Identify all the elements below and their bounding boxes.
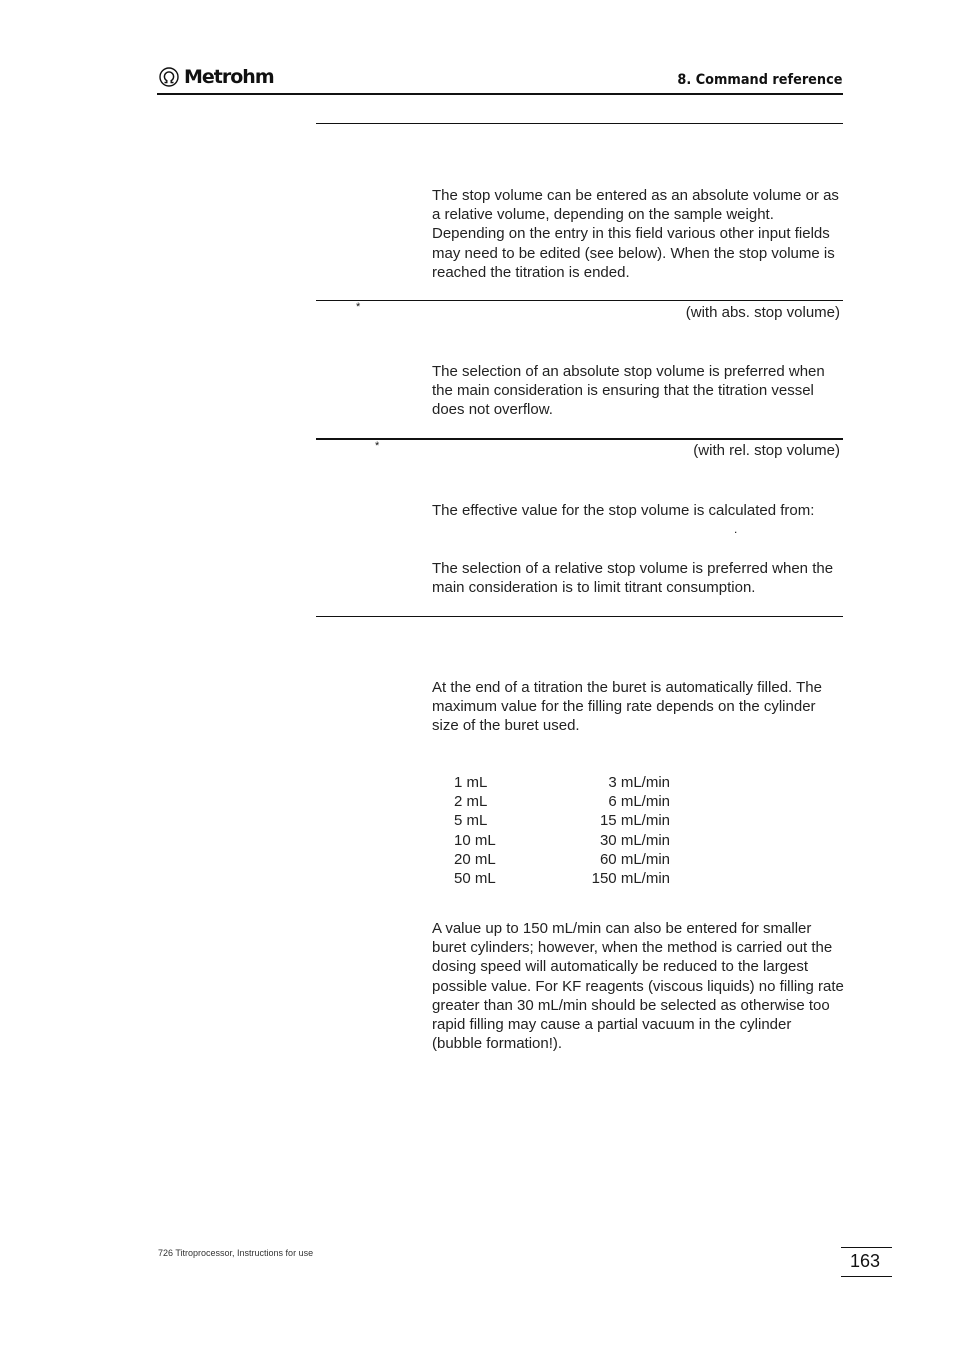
table-row — [454, 792, 670, 811]
rel-stop-volume-marker: * — [375, 440, 380, 452]
cylinder-size-cell: 20 mL — [454, 850, 496, 868]
max-rate-cell: 150 mL/min — [591, 870, 670, 888]
max-rate-cell: 60 mL/min — [599, 850, 670, 868]
metrohm-logo — [158, 66, 274, 88]
table-row — [454, 831, 670, 850]
cylinder-size-cell: 50 mL — [454, 870, 496, 888]
filling-rate-table — [454, 773, 670, 888]
abs-stop-volume-note: (with abs. stop volume) — [685, 304, 840, 321]
table-row — [454, 850, 670, 869]
table-row — [454, 773, 670, 792]
section-divider-rel-stop-volume — [316, 438, 843, 440]
section-divider-filling-rate — [316, 616, 843, 617]
max-rate-cell: 15 mL/min — [599, 812, 670, 830]
rel-stop-volume-formula-intro: The effective value for the stop volume is calculated from: — [432, 502, 815, 519]
cylinder-size-cell: 2 mL — [454, 793, 488, 811]
cylinder-size-cell: 5 mL — [454, 812, 488, 830]
max-rate-cell: 30 mL/min — [599, 831, 670, 849]
logo-text: Metrohm — [184, 66, 274, 88]
header-divider — [157, 93, 843, 95]
max-rate-cell: 3 mL/min — [608, 774, 670, 791]
rel-stop-volume-description: The selection of a relative stop volume is preferred when the main consideration is to limit titrant consumption. — [432, 560, 834, 597]
section-title: 8. Command reference — [676, 72, 842, 88]
filling-rate-note: A value up to 150 mL/min can also be entered for smaller buret cylinders; however, when the method is carried out the dosing speed will automatically be reduced to the largest possible value. For KF reagents (viscous liquids) no filling rate greater than 30 mL/min should be selected as otherwise too rapid filling may cause a partial vacuum in the cylinder (bubble formation!). — [432, 920, 844, 1053]
table-row — [454, 811, 670, 830]
rel-stop-volume-formula-dot: . — [734, 522, 738, 536]
section-divider-abs-stop-volume — [316, 300, 843, 301]
rel-stop-volume-note: (with rel. stop volume) — [693, 442, 840, 459]
cylinder-size-cell: 1 mL — [454, 774, 488, 791]
cylinder-size-cell: 10 mL — [454, 831, 496, 849]
abs-stop-volume-description: The selection of an absolute stop volume is preferred when the main consideration is ensuring that the titration vessel does not overflow. — [432, 363, 825, 419]
table-row — [454, 869, 670, 888]
omega-icon — [158, 67, 180, 87]
abs-stop-volume-marker: * — [356, 301, 361, 313]
filling-rate-description: At the end of a titration the buret is automatically filled. The maximum value for the filling rate depends on the cylinder size of the buret used. — [432, 679, 822, 735]
page-number: 163 — [849, 1251, 881, 1271]
section-divider-stop-volume — [316, 123, 843, 124]
stop-volume-description: The stop volume can be entered as an absolute volume or as a relative volume, depending on the sample weight. Depending on the entry in this field various other input fields may need to be edited (see below). When the stop volume is reached the titration is ended. — [432, 187, 839, 281]
footer-manual-title: 726 Titroprocessor, Instructions for use — [158, 1248, 314, 1258]
max-rate-cell: 6 mL/min — [608, 793, 670, 811]
